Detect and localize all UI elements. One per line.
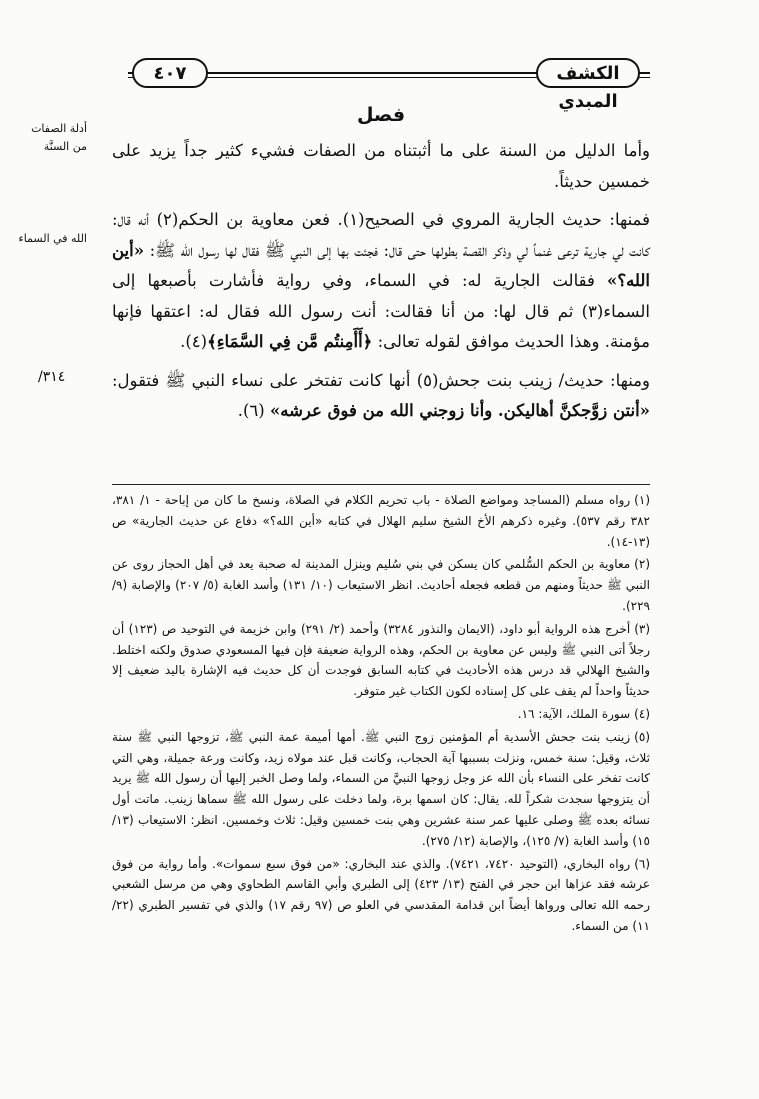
footnote [112, 704, 650, 725]
reference-mark: ٣١٤/ [38, 369, 66, 385]
footnote-text: زينب بنت جحش الأسدية أم المؤمنين زوج النبي ﷺ. أمها أميمة عمة النبي ﷺ، تزوجها النبي ﷺ سنة ثلاث، وقيل: سنة خمس، ونزلت بسببها آية الحجاب، وكانت قبل عند مولاه زيد، وكانت ورعة جميلة، وهي التي كانت تفخر على النساء بأن الله عز وجل زوجها النبيَّ من السماء، ولما وصل الخبر إليها أن رسول الله ﷺ يريد أن يتزوجها سجدت شكراً لله. يقال: كان اسمها برة، ولما دخلت على رسول الله ﷺ سماها زينب. ماتت أول نسائه بعده ﷺ وصلى عليها عمر سنة عشرين وهي بنت خمسين وقيل: ثلاث وخمسين. انظر: الاستيعاب (١٣/ ١٥) وأسد الغابة (٧/ ١٢٥)، والإصابة (١٢/ ٢٧٥). [112, 729, 650, 848]
footnote-text: رواه البخاري، (التوحيد ٧٤٢٠، ٧٤٢١). والذي عند البخاري: «من فوق سبع سموات». وأما رواية من فوق عرشه فقد عزاها ابن حجر في الفتح (١٣/ ٤٢٣) إلى الطبري وأبي القاسم الطحاوي وهي من مرسل الشعبي رحمه الله تعالى ورواها أيضاً ابن قدامة المقدسي في العلو ص (٩٧ رقم ١٧) والذي في تفسير الطبري (٢٢/ ١١) من السماء. [112, 856, 651, 933]
paragraph-text: ومنها: حديث/ زينب بنت جحش(٥) أنها كانت تفتخر على نساء النبي ﷺ فتقول: [112, 370, 650, 390]
paragraph-text: فقالت الجارية له: في السماء، وفي رواية فأشارت بأصبعها إلى السماء(٣) ثم قال لها: من أنا فقالت: أنت رسول الله فقال له: اعتقها فإنها مؤمنة. وهذا الحديث موافق لقوله تعالى: [112, 271, 650, 351]
footnote [112, 854, 650, 937]
main-text [112, 104, 650, 427]
footnote-text: رواه مسلم (المساجد ومواضع الصلاة - باب تحريم الكلام في الصلاة، ونسخ ما كان من إباحة - ١/ ٣٨١، ٣٨٢ رقم ٥٣٧). وغيره ذكرهم الأخ الشيخ سليم الهلال في كتابه «أين الله؟» دفاع عن حديث الجارية» ص (١٣-١٤). [112, 493, 650, 549]
footnote-number: (٤) [634, 706, 650, 721]
footnote-text: معاوية بن الحكم السُّلمي كان يسكن في بني سُليم وينزل المدينة له صحبة يعد في أهل الحجاز روى عن النبي ﷺ حديثاً ومنهم من قطعه فجعله أحاديث. انظر الاستيعاب (١٠/ ١٣١) وأسد الغابة (٥/ ٢٠٧) والإصابة (٩/ ٢٢٩). [112, 557, 651, 613]
hadith-quote: «أين الله؟» [112, 240, 650, 290]
paragraph-zaynab-hadith [112, 366, 650, 427]
footnote-text: أخرج هذه الرواية أبو داود، (الايمان والنذور ٣٢٨٤) وأحمد (٢/ ٢٩١) وابن خزيمة في التوحيد ص (١٢٣) أن رجلاً أتى النبي ﷺ وليس عن معاوية بن الحكم، وهذه الرواية ضعيفة فإن فيها المسعودي صدوق ولكنه اختلط. والشيخ الهلالي قد درس هذه الأحاديث في كتابه السابق فوجدت أن كل حديث فيه الإشارة باليد ضعيف إلا حديثاً واحداً لم يقف على كل إسناده لكون الكتاب غير متوفر. [112, 621, 650, 699]
footnote [112, 727, 650, 852]
footnote-number: (٢) [634, 557, 650, 572]
footnote-ref: (٤). [180, 332, 208, 351]
footnotes [112, 490, 650, 939]
paragraph-jariya-hadith [112, 205, 650, 358]
hadith-quote: «أنتن زوَّجكنَّ أهاليكن. وأنا زوجني الله من فوق عرشه» [269, 401, 650, 420]
footnote-ref: (٦). [237, 401, 265, 420]
margin-note-sky: الله في السماء [18, 232, 87, 245]
footnote-separator [112, 484, 650, 485]
footnote [112, 554, 650, 616]
paragraph-text: فمنها: حديث الجارية المروي في الصحيح(١). فعن معاوية بن الحكم(٢) أنه قال: كانت لي جارية ترعى غنماً لي وذكر القصة بطولها حتى قال: فجئت بها إلى النبي ﷺ فقال لها رسول الله ﷺ: [112, 210, 650, 260]
footnote [112, 619, 650, 702]
section-heading: فصل [356, 104, 406, 126]
footnote-text: سورة الملك، الآية: ١٦. [517, 706, 631, 721]
quran-verse: ﴿أَأَمِنتُم مَّن فِي السَّمَاءِ﴾ [207, 332, 373, 351]
page-header [128, 58, 650, 112]
margin-note-line: من السنَّة [43, 140, 87, 153]
margin-note-attributes [5, 120, 87, 156]
book-title: الكشف المبدي [536, 58, 640, 88]
paragraph-intro: وأما الدليل من السنة على ما أثبتناه من الصفات فشيء كثير جداً يزيد على خمسين حديثاً. [112, 141, 650, 191]
footnote-number: (٦) [634, 856, 651, 871]
footnote-number: (٥) [634, 729, 650, 744]
footnote-number: (١) [634, 493, 650, 507]
page-number: ٤٠٧ [132, 58, 208, 88]
footnote-number: (٣) [634, 621, 651, 636]
footnote [112, 490, 650, 552]
margin-note-line: أدلة الصفات [31, 122, 87, 135]
